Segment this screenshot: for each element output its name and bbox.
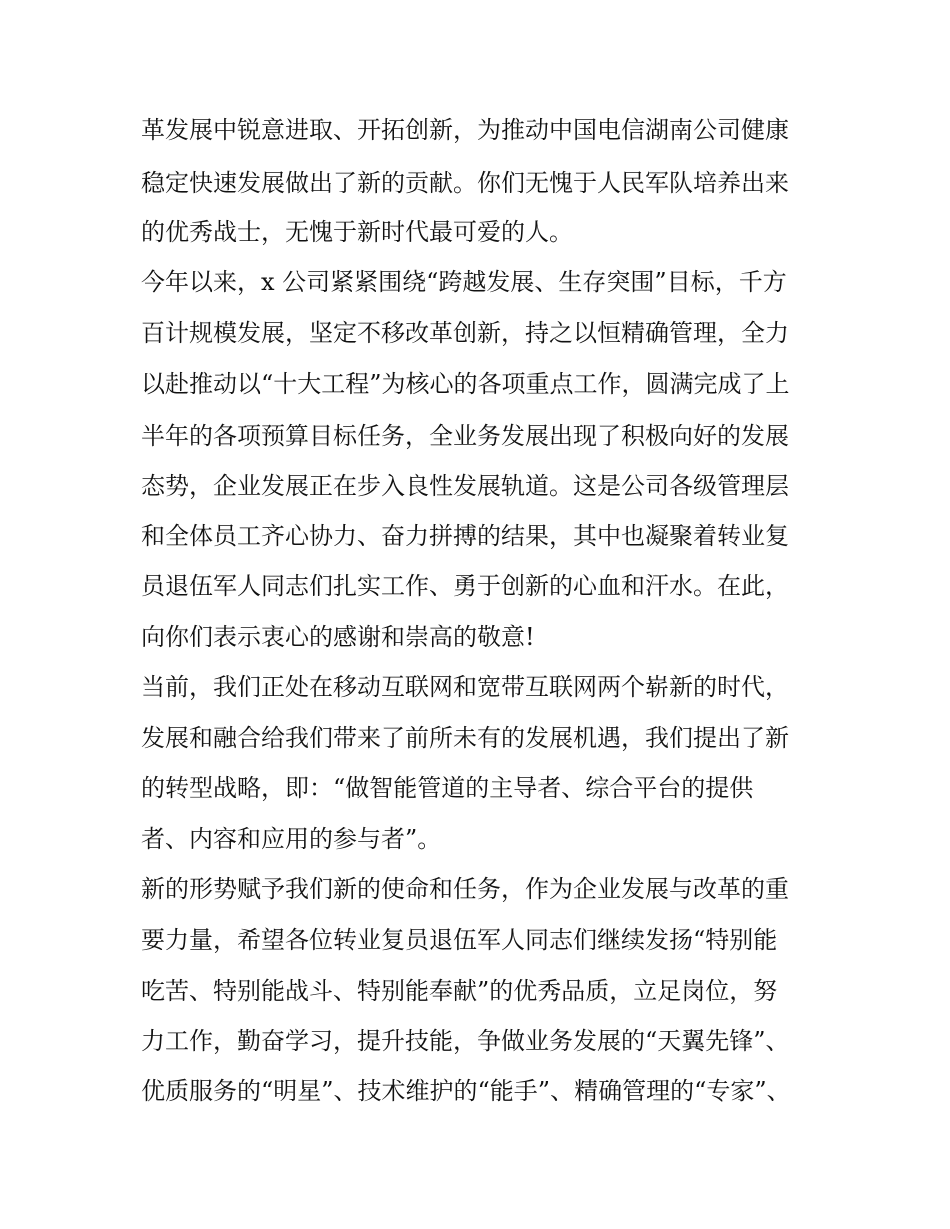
text-line: 今年以来，x 公司紧紧围绕“跨越发展、生存突围”目标，千方 [141,268,787,296]
text-line: 和全体员工齐心协力、奋力拼搏的结果，其中也凝聚着转业复 [141,522,789,550]
text-line: 当前，我们正处在移动互联网和宽带互联网两个崭新的时代， [141,673,789,701]
text-line: 革发展中锐意进取、开拓创新，为推动中国电信湖南公司健康 [141,116,789,144]
text-line: 员退伍军人同志们扎实工作、勇于创新的心血和汗水。在此， [141,572,789,600]
text-line: 态势，企业发展正在步入良性发展轨道。这是公司各级管理层 [141,472,789,500]
text-line: 优质服务的“明星”、技术维护的“能手”、精确管理的“专家”、 [141,1077,791,1105]
text-line: 者、内容和应用的参与者”。 [141,825,442,853]
text-line: 要力量，希望各位转业复员退伍军人同志们继续发扬“特别能 [141,926,778,954]
text-line: 力工作，勤奋学习，提升技能，争做业务发展的“天翼先锋”、 [141,1027,790,1055]
text-line: 稳定快速发展做出了新的贡献。你们无愧于人民军队培养出来 [141,169,789,197]
text-line: 的优秀战士，无愧于新时代最可爱的人。 [141,218,573,246]
text-line: 以赴推动以“十大工程”为核心的各项重点工作，圆满完成了上 [141,370,790,398]
text-line: 发展和融合给我们带来了前所未有的发展机遇，我们提出了新 [141,724,789,752]
text-line: 百计规模发展，坚定不移改革创新，持之以恒精确管理，全力 [141,319,789,347]
text-line: 新的形势赋予我们新的使命和任务，作为企业发展与改革的重 [141,875,789,903]
text-line: 向你们表示衷心的感谢和崇高的敬意! [141,623,535,651]
text-line: 的转型战略，即：“做智能管道的主导者、综合平台的提供 [141,774,754,802]
text-line: 半年的各项预算目标任务，全业务发展出现了积极向好的发展 [141,422,789,450]
text-line: 吃苦、特别能战斗、特别能奉献”的优秀品质，立足岗位，努 [141,977,778,1005]
